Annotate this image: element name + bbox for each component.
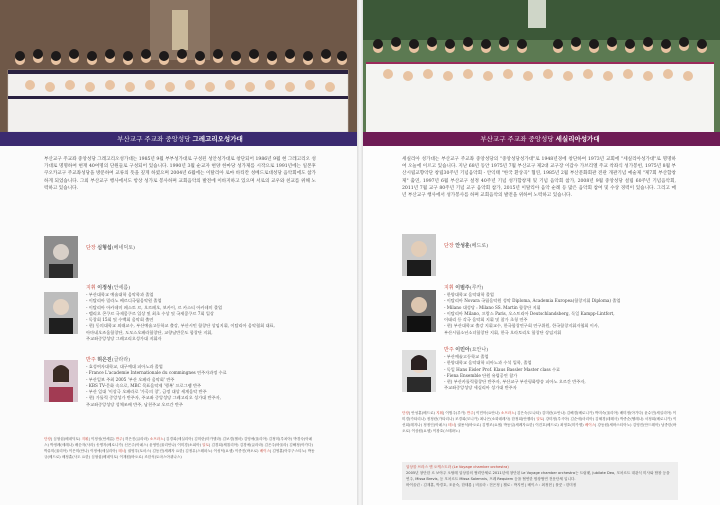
organist-label: 반주	[444, 347, 454, 353]
orchestra-box	[402, 462, 678, 500]
bio-line: 주교좌중앙성당 성체조배 반주, 남천주교 오르간 반주	[86, 401, 183, 407]
bio-line: - 이탈리아 Novara 국립음악원 성악 Diploma, Academia Europea(합창지휘 Diploma) 졸업	[444, 298, 621, 304]
organist-bio	[86, 364, 318, 408]
bio-line: 주교좌중앙성당 세실리아 성가대 반주자	[444, 385, 517, 391]
bio-line: - 이탈리아 아카데미 페스토 르, 오르페오, 보카이, 르 카스티 아카데미 졸업	[86, 304, 223, 310]
conductor-label: 단장	[444, 243, 454, 249]
caption-choir-name: 그레고리오성가대	[192, 135, 243, 143]
orchestra-info	[406, 464, 674, 488]
bio-line: 이태리 등 각국 음악회 지휘 및 참가 초청 연주	[444, 317, 528, 323]
conductor-role	[86, 244, 135, 251]
credit-key: 베이스	[584, 423, 596, 427]
conductor-name-detail: (베네딕토)	[111, 245, 135, 251]
orchestra-members: 바이올린 : 김재훈, 박경호, 조윤숙, 한태룡 | 비올라 : 전은정 | 첼로 : 박지연 | 베이스 : 최정현 | 플룻 : 한미정	[406, 483, 577, 487]
credit-key: 테너	[118, 449, 126, 453]
choir-photo-illustration	[360, 0, 720, 132]
bio-line: - Fiena Ensemble 단원 유럽공연 참가	[444, 372, 518, 378]
bio-line: - 부산예술고등학교 졸업	[444, 354, 489, 359]
conductor-portrait	[44, 236, 78, 278]
credit-key: 베이스	[259, 449, 271, 453]
organist-bio	[444, 354, 680, 392]
credit-value: | 허은진(글라라)	[122, 437, 149, 441]
choir-photo-illustration	[0, 0, 360, 132]
orchestra-description: 2005년 창단한 르 보야주 오탈레 앙상블의 협력단체로 2011년에 창단된 Le Voyage chamber orchestra는 트럼펫, Jubilate Deo, 모차르트 대관식 미사와 합창 등을 연주, Missa Brevis, 등 모차르트 Missa Solemnis, 프레 Requiem 등을 협연한 합창협연 전문단체 입니다.	[406, 471, 670, 481]
conductor-name: 심형섭	[97, 245, 112, 251]
organist-role	[86, 356, 130, 363]
member-credits	[402, 410, 678, 434]
bio-line: - 현) 가톨릭 중앙성가 반주자, 주교좌 중앙성당 그레고리오 성가대 반주자,	[86, 395, 222, 401]
bio-line: - 현) 부산카톨릭합창단 반주자, 부산교구 부산평화방송 피아노 오르간 반주자,	[444, 379, 586, 385]
credit-key: 소프라노	[500, 411, 515, 415]
credit-value: | 심형섭(베네딕토)	[50, 437, 81, 441]
credit-value: | 권용석(바오로) 김병조(요셉) 박동일(세례자요한) 이건호(베드로) 최영호(미카엘)	[455, 423, 584, 427]
credit-value: | 김경희(세실리아) 김미란(미카엘라) 김보경(젤마) 김영애(율리아) 김정미(루치아) 박경숙(아녜스) 박정례(세레나) 배순자(사라) 송명자(베로니카) 신은주(아녜스) 윤영민(율리안나) 이미경(소피아)	[44, 437, 313, 447]
director-name-detail: (루카)	[469, 285, 484, 291]
caption-choir-name: 세실리아성가대	[555, 135, 600, 143]
director-bio	[86, 292, 318, 342]
organist-name: 이민아	[455, 347, 470, 353]
credit-key: 알토	[536, 417, 544, 421]
bio-line: - 벨리오 콘쿠르 국제콩쿠르 입상 및 최초 수상 및 국제콩쿠르 7회 입상	[86, 310, 214, 316]
director-role	[444, 284, 483, 291]
organist-name-detail: (글라라)	[111, 357, 131, 363]
bio-line: - 효성여자대학교, 대구예대 피아노과 졸업	[86, 364, 163, 369]
director-label: 지휘	[444, 285, 454, 291]
credit-value: | 강미정(루시아) 김순애(마리아) 김혜경(데레사) 박종순(헬레나) 서정희(베로니카) 이선희(레지나) 정정인(아녜스)	[402, 417, 677, 427]
director-portrait	[402, 290, 436, 332]
bio-line: - France L'academie Internationale du commingnes 연주자과정 수료	[86, 370, 227, 376]
credit-key: 테너	[448, 423, 456, 427]
gregorio-choir-photo	[0, 0, 360, 132]
director-label: 지휘	[86, 285, 96, 291]
conductor-portrait	[402, 234, 436, 276]
organist-name: 허은진	[97, 357, 112, 363]
credit-key: 반주	[115, 437, 123, 441]
bio-line: - 독일 Hans Eisler Prof. Klaus Bassler Master class 수료	[444, 366, 561, 372]
credit-key: 단장	[44, 437, 51, 441]
credit-key: 소프라노	[149, 437, 164, 441]
bio-line: 아마네오즈움합창단, 도모스오페라합창단, 교향남반문도 합창단 지휘,	[86, 329, 213, 335]
credit-value: | 이민아(요안나)	[473, 411, 500, 415]
organist-role	[444, 346, 488, 353]
choir-introduction: 세실리아 성가대는 부산교구 주교좌 중앙성당의 "중앙성당성가대"로 1948년경에 창단하여 1973년 교회에 "세실리아성가대"로 명명하여 오늘에 이르고 있습니다. 지난 68년 동안 1975년 7월 부산교구 제2대 교구장 이갑수 가브리엘 주교 착좌식 성가봉헌, 1975년 8월 부산시립교향악단 창립30주년 기념음악회 - 안익태 "한국 환상곡" 협연, 1985년 2월 부산문화회관 전관 개관기념 예술제 "제7회 부산합창제" 출연, 1997년 6월 부산교구 설정 40주년 기념 성가합창제 및 기념 음악회 참가, 2008년 9월 중앙성당 설립 60주년 기념음악회, 2011년 7월 교구 80주년 기념 교구 음악회 참가, 2015년 이탈리아 음악 순례 등 많은 음악회 참여 및 수상 경력이 있습니다. 그리고 매년 부산교구 행사에서 성가봉사를 하며 교회음악의 발전을 위하여 노력하고 있습니다.	[402, 157, 676, 199]
organist-label: 반주	[86, 357, 96, 363]
director-portrait	[44, 292, 78, 334]
organist-portrait	[44, 360, 78, 402]
director-role	[86, 284, 130, 291]
bio-line: - 현) 동의대학교 외래교수, 부산예술고등학교 출강, 부산시민 합창단 상임지휘, 이탈리아 음악협회 대표,	[86, 323, 275, 329]
credit-value: | 김영훈(아우구스티노) 박동규(베드로) 배정훈(사도 요한) 심형섭(베네딕토) 이재원(바오로) 조한석(토마스아퀴나스)	[44, 449, 315, 459]
bio-line: - Milano 대성당 : Milano SS. Martin 합창단 지휘	[444, 304, 541, 310]
credit-key: 단장	[402, 411, 409, 415]
bio-line: - 현) 부산대학교 출강 지휘교수, 한국합창연구회 연구위원, 한국합창지휘자협회 이사,	[444, 323, 600, 329]
bio-line: - 한양대학교 음악대학 피아노과 수석 입학, 졸업	[444, 360, 532, 366]
credit-key: 지휘	[436, 411, 444, 415]
conductor-name: 안성훈	[455, 243, 470, 249]
orchestra-title: 앙상블 브라스 앤 오케스트라 (Le Voyage chamber orchestra)	[406, 465, 509, 469]
bio-line: - 부산일보 주최 2005 '부산 오페라 음악회' 반주	[86, 376, 175, 382]
organist-name-detail: (요안나)	[469, 347, 489, 353]
cecilia-choir-photo	[360, 0, 720, 132]
conductor-name-detail: (베드로)	[469, 243, 489, 249]
credit-value: | 안성훈(베드로)	[408, 411, 435, 415]
bio-line: - 이탈리아 밀라노 베르디국립음악원 졸업	[86, 298, 162, 304]
choir-introduction: 부산교구 주교좌 중앙성당 그레고리오성가대는 1985년 9월 부부성가대로 구성된 성안성가대로 창단되어 1986년 9월 현 그레고리오 성가대로 명명하여 현재 40여명의 단원들로 구성되어 있습니다. 1990년 3월 순교자 현양 한마당 성가제를 시작으로 1991년에는 일본후쿠오카교구 주교좌성당을 방문하여 교류의 뜻을 깊게 하였으며 2004년 6월에는 이탈리아 로마 바티칸 성베드로대성당 음악회에도 참가하게 되었습니다. 그외 부산교구 행사에서도 항상 성가로 봉사하며 교회음악의 발전에 이바지하고 있으며 서로의 교우와 친교를 위해 노력하고 있습니다.	[44, 157, 316, 191]
credit-value: | 이정성(안세름)	[88, 437, 115, 441]
page-gutter	[357, 0, 363, 505]
caption-prefix: 부산교구 주교좌 중앙성당	[117, 135, 191, 143]
credit-value: | 김은숙(도나타) 김미란(요안나) 김해경(베로니카) 박미숙(율리아) 배미정(아가다) 윤수민(세실리아) 이미경(카타리나) 정정란(가타리나) 조경희(모니카) 최나은(소화데레사) 한정희(안젤라)	[402, 411, 677, 421]
right-page	[360, 0, 720, 505]
photo-caption	[0, 132, 360, 146]
bio-line: - KBS TV-문화 속으로, MBC 목표음악제 '행복' 프로그램 반주	[86, 382, 202, 388]
bio-line: - 부산대학교 예술대학 음악학과 졸업	[86, 292, 154, 297]
director-name-detail: (안세름)	[111, 285, 131, 291]
credit-value: | 김경희(체칠리아) 김경애(글라라) 김은주(바울라) 김해정(아가다) 박유미(율리아) 이은미(안나) 이정애(세실리아)	[44, 443, 313, 453]
conductor-label: 단장	[86, 245, 96, 251]
director-bio	[444, 292, 680, 336]
director-name: 이정성	[97, 285, 112, 291]
conductor-role	[444, 242, 488, 249]
member-credits	[44, 436, 316, 460]
bio-line: - 이탈리아 Milano, 프랑스 Paris, 오스트리아 Deutschlandsberg, 독일 Kampp-Lintfort,	[444, 310, 615, 316]
bio-line: 부산시립소년소녀합창단 지휘, 한국 오라토리오 합창단 상임지휘	[444, 329, 562, 335]
credit-value: | 권영우(토마스) 김동진(세례자 요한) 김정무(스테파노) 이성덕(요셉) 이종진(바오로)	[125, 449, 259, 453]
credit-key: 반주	[466, 411, 474, 415]
organist-portrait	[402, 350, 436, 392]
bio-line: 주교좌중앙성당 그레고리오성가대 지휘자	[86, 336, 162, 342]
bio-line: - 독창회 15회 및 수백회 음악회 출연	[86, 317, 154, 323]
credit-value: | 이범주(루카)	[443, 411, 466, 415]
caption-prefix: 부산교구 주교좌 중앙성당	[480, 135, 554, 143]
credit-value: | 강동원(세바스티아노) 김영진(안드레아) 남종한(바오로) 이상원(요셉) 이창호(스테파노)	[402, 423, 677, 433]
director-name: 이범주	[455, 285, 470, 291]
bio-line: - 한양대학교 음악대학 졸업	[444, 292, 494, 297]
credit-key: 알토	[202, 443, 210, 447]
credit-key: 지휘	[81, 437, 89, 441]
photo-caption	[360, 132, 720, 146]
bio-line: - 부산 일대 '이상극 오페라로 '가곡의 창', 금정 대상 세계음악 반주	[86, 389, 207, 395]
